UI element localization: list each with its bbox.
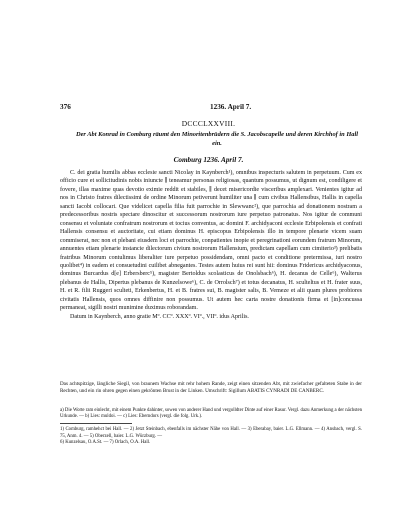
charter-text <box>60 169 362 322</box>
charter-number: DCCCLXXVIII. <box>181 119 236 128</box>
page-number: 376 <box>60 103 71 111</box>
footnotes <box>60 427 362 447</box>
seal-description: Das achtspitzige, längliche Siegil, von braunem Wachse mit rehr hohem Rande, zeigt einen sitzenden Abt, mit zwiefacher gefalteten Stabe in der Rechten, und ein rin ohren gegen einen gekrönten Brust in der Linken. Umschrift: Sigillum ABATIS CYNRADI DE CANBERC. <box>60 381 362 394</box>
footnote-line: 6) Kunzelsau, O.A.St. — 7) Orlach, O.A. Hall. <box>60 440 151 445</box>
footnote-divider <box>60 423 132 424</box>
textual-notes: a) Die Worte ram einlecht, mit einem Punkte dahinter, sowen von anderer Hand und vergolldter Dinte auf einer Rasur. Vergl. dazu Anmerkung a der nächsten Urkunde. — b) Lies: muldoi. — c) Lies: Eberndors (vergl. die folg. Urk.). <box>60 408 362 420</box>
charter-datum-paragraph: Datum in Kaynberch, anno gratie Mº. CCº. XXXº. VIº., VIIº. idus Aprilis. <box>70 314 249 321</box>
running-date: 1236. April 7. <box>210 103 252 111</box>
charter-dateline: Comburg 1236. April 7. <box>173 156 244 164</box>
charter-summary: Der Abt Konrad in Comburg räumt den Minoritenbrüdern die S. Jacobscapelle und deren Kirchhof in Hall ein. <box>75 131 359 147</box>
charter-main-paragraph: C. dei gratia humilis abbas ecclesie sancti Nicolay in Kaynberch¹), omnibus inspecturis salutem in perpetuum. Cum ex officio cure et sollicitudinis nobis iniuncte ∥ teneamur personas religiosas, quantum possumus, ut dignum est, condiligere et fovere, illas maxime quas devotio eximie reddit et stabiles, ∥ decet misericordie visceribus amplexari. Venientes igitur ad nos in Christo fratres dilectissimi de ordine Minorum petiverunt humiliter una ∥ cum civibus Hallensibus, Hallis in capella sancti Iacobi collocari. Que videlicet capella filia fuit parrochie in Slewwanc²), que parrochia ad donationem nostram a predecessoribus nostris spectare dinoscitur et successorum nostrorum iure perpetuo patronatus. Nos igitur de communi consensu et voluntate confratrum nostrorum et tocius conventus, ac domini F. archidyaconi ecclesie Erbipolensis et confrati Hallensis consensu et auctoritate, cui etiam dominus H. episcopus Erbipolensis illo in tempore plenarie vicem suam commiserat, nec non et plebani eiusdem loci et parrochie, conpatientes inopie et peregrinationi eorundem fratrum Minorum, annuentes etiam plenarie instancie dilectorum civium nostrorum Hallensium, predictam capellam cum cimiterio³) prelibatis fratribus Minorum contulimus liberaliter iure perpetuo possidendam, omni pacto et conditione pretermissa, iuri nostro quolibet⁴) in eadem et consuetudini cuilibet abnegantes. Testes autem huius rei sunt hii: dominus Fridericus archidyaconus, dominus Burcardus d[e] Erbersberc⁵), magister Bertoldus scolasticus de Onolsbach⁶), H. decanus de Celle⁶), Walterus plebanus de Hallis, Dipertus plebanus de Kunzelsowe⁶), C. de Orrolsch⁷) et totus decanatus, H. sculteltus et H. frater suus, H. et R. filii Ruggeri sculteti, Erkenbertus, H. et B. fratres sui, B. magister salis, B. Vemeze et alii quam plures probiores civitatis Hallensis, quos omnes diffinire non possumus. Ut autem hec carta nostre donationis firma et [in]concussa permaneat, sigilli nostri munimine duximus roborandam. <box>60 170 362 312</box>
footnote-line: 1) Comburg, ramhehct bei Hall. — 2) Jetzt Steinbach, ebenfalls im nächster Nähe von Hall. — 3) Eberabay, baier. L.G. Ellmann. — 4) Ansbach, vergl. S. 75, Anm. 4. — 5) Oberzell, baier. L.G. Würzburg. — <box>60 427 362 439</box>
running-header <box>60 103 362 113</box>
